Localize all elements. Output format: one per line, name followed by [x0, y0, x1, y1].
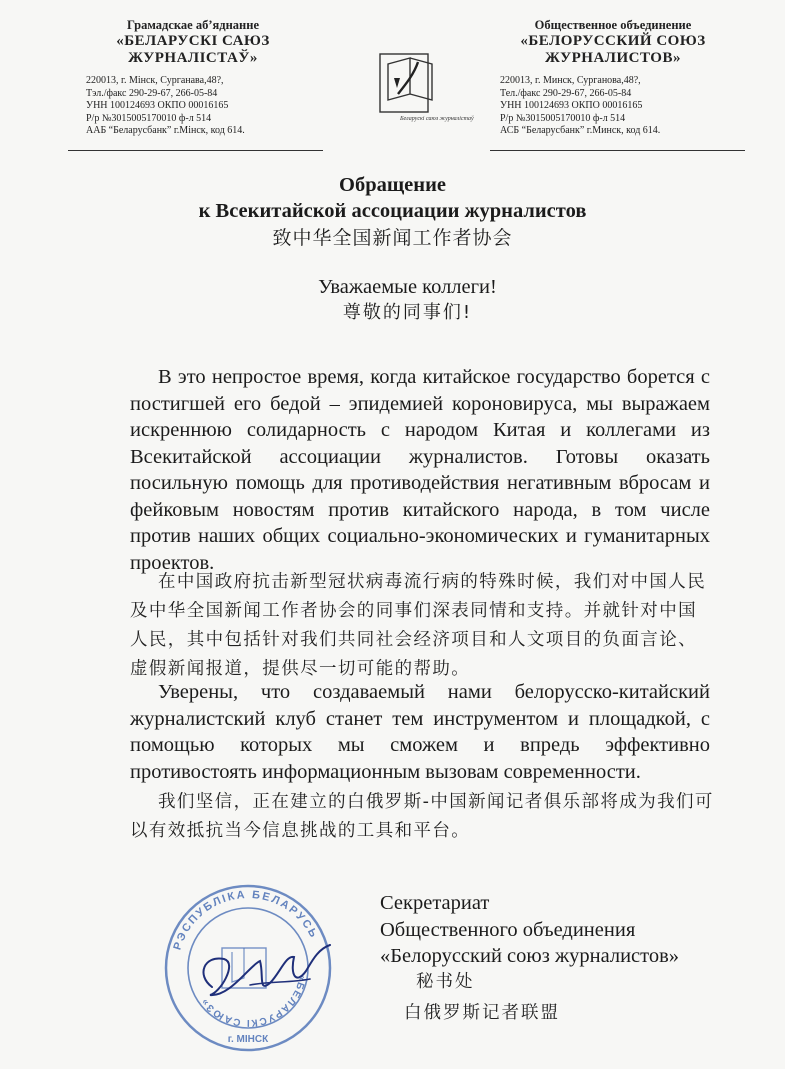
- greeting-cn: 尊敬的同事们!: [342, 302, 473, 323]
- letterhead-divider-right: [490, 150, 745, 151]
- greeting-ru: Уважаемые коллеги!: [318, 276, 497, 298]
- phone-be: Тэл./факс 290-29-67, 266-05-84: [86, 87, 218, 99]
- stamp-outer-text: РЭСПУБЛІКА БЕЛАРУСЬ: [171, 888, 321, 952]
- paragraph-ru-1: В это непростое время, когда китайское государство борется с постигшей его бедой – эпидемией короновируса, мы выражаем искреннюю солидарность с народом Китая и коллегами из Всекитайской ассоциации журналистов. Готовы оказать посильную помощь для противодействия негативным вбросам и фейковым новостям против китайского народа, в том числе против наших общих социально-экономических и гуманитарных проектов.: [130, 366, 710, 574]
- letterhead-russian: [488, 18, 738, 138]
- org-details-ru: [488, 75, 738, 138]
- handwritten-signature: [190, 935, 350, 1015]
- signature-line2: Общественного объединения: [380, 918, 636, 941]
- greeting: [0, 274, 785, 326]
- ids-ru: УНН 100124693 ОКПО 00016165: [500, 100, 643, 112]
- letter-title: [0, 172, 785, 252]
- org-name-ru-line1: «БЕЛОРУССКИЙ СОЮЗ: [520, 33, 706, 49]
- bank-be: ААБ “Беларусбанк” г.Мінск, код 614.: [86, 125, 245, 137]
- address-ru: 220013, г. Минск, Сурганова,48?,: [500, 75, 641, 86]
- signature-line3: «Белорусский союз журналистов»: [380, 945, 680, 967]
- phone-ru: Тел./факс 290-29-67, 266-05-84: [500, 87, 632, 99]
- signature-cn-line1: 秘书处: [416, 972, 475, 992]
- title-line1: Обращение: [339, 174, 446, 196]
- stamp-inner-text: «БЕЛАРУСКІ САЮЗ»: [198, 973, 308, 1029]
- paragraph-cn-1: 在中国政府抗击新型冠状病毒流行病的特殊时候，我们对中国人民及中华全国新闻工作者协会的同事们深表同情和支持。并就针对中国人民，其中包括针对我们共同社会经济项目和人文项目的负面言论、虚假新闻报道，提供尽一切可能的帮助。: [130, 572, 707, 679]
- org-name-ru-line2: ЖУРНАЛИСТОВ»: [545, 50, 681, 66]
- signature-cn-line2: 白俄罗斯记者联盟: [404, 1003, 560, 1023]
- account-ru: Р/р №3015005170010 ф-л 514: [500, 112, 626, 124]
- logo-caption: Беларускі саюз журналістаў: [400, 116, 474, 122]
- org-type-ru: Общественное объединение: [534, 18, 692, 32]
- address-be: 220013, г. Мінск, Сурганава,48?,: [86, 75, 224, 86]
- paragraph-ru-2: Уверены, что создаваемый нами белорусско-китайский журналистский клуб станет тем инструментом и площадкой, с помощью которых мы сможем и впредь эффективно противостоять информационным вызовам современности.: [130, 681, 710, 783]
- ids-be: УНН 100124693 ОКПО 00016165: [86, 100, 229, 112]
- account-be: Р/р №3015005170010 ф-л 514: [86, 112, 212, 124]
- org-details-be: [68, 75, 318, 138]
- org-name-be-line2: ЖУРНАЛІСТАЎ»: [128, 50, 258, 66]
- signature-line1: Секретариат: [380, 892, 490, 914]
- stamp-city: г. МІНСК: [227, 1034, 269, 1045]
- title-line3-cn: 致中华全国新闻工作者协会: [272, 227, 513, 249]
- union-logo: [370, 48, 474, 128]
- letterhead-divider-left: [68, 150, 323, 151]
- org-type-be: Грамадскае аб’яднанне: [126, 18, 259, 32]
- paragraph-cn-2: 我们坚信，正在建立的白俄罗斯-中国新闻记者俱乐部将成为我们可以有效抵抗当今信息挑战的工具和平台。: [130, 792, 714, 841]
- signature-block: [380, 890, 679, 970]
- title-line2: к Всекитайской ассоциации журналистов: [198, 200, 587, 222]
- org-name-be-line1: «БЕЛАРУСКІ САЮЗ: [116, 33, 270, 49]
- letterhead-belarusian: [68, 18, 318, 138]
- bank-ru: АСБ “Беларусбанк” г.Минск, код 614.: [500, 125, 661, 137]
